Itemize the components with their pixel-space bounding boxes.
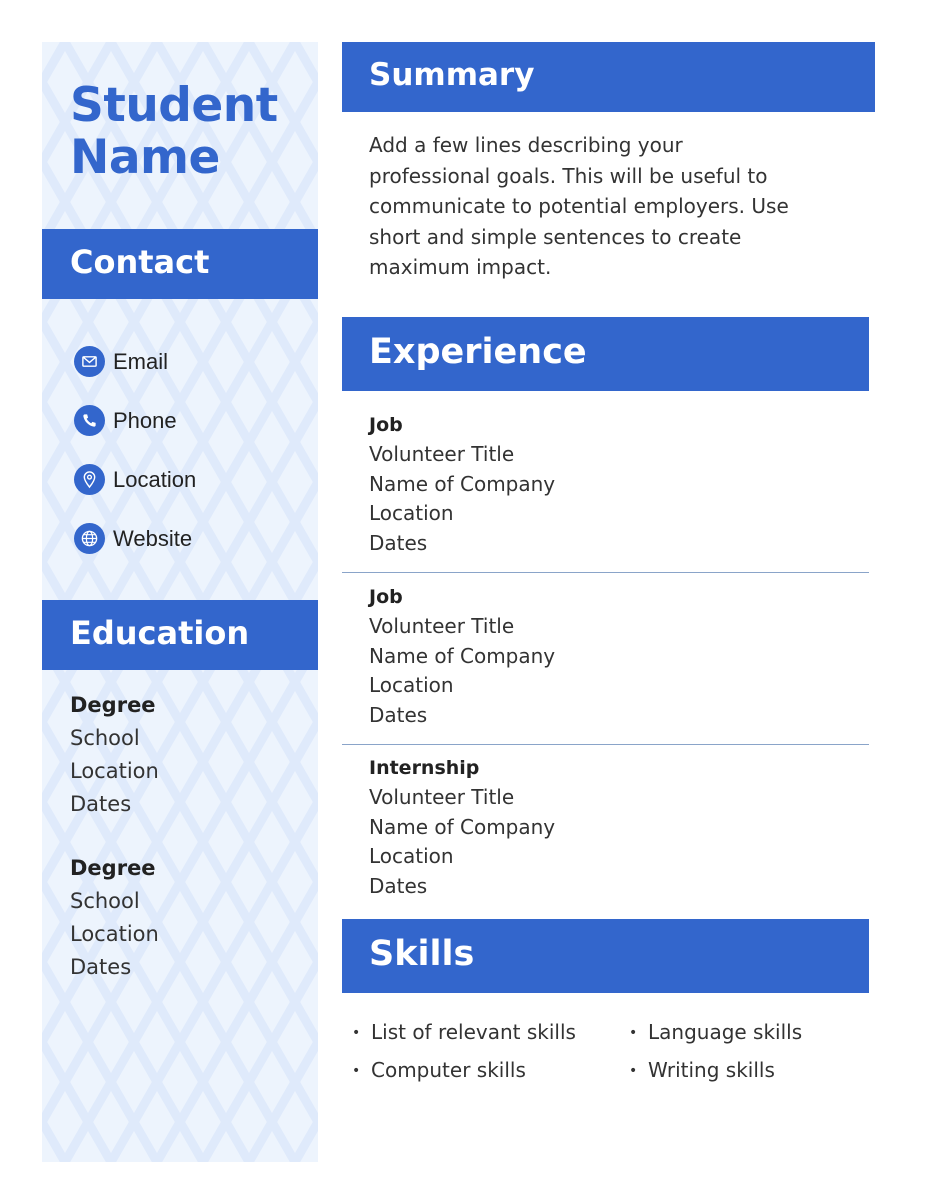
experience-entry bbox=[369, 753, 849, 901]
skills-column-1 bbox=[352, 1014, 576, 1090]
contact-list bbox=[74, 332, 196, 568]
skill-label: Writing skills bbox=[648, 1058, 775, 1082]
location-pin-icon bbox=[74, 464, 105, 495]
education-heading: Education bbox=[42, 600, 318, 670]
divider bbox=[342, 572, 869, 573]
education-dates: Dates bbox=[70, 955, 132, 979]
envelope-icon bbox=[74, 346, 105, 377]
experience-title: Volunteer Title bbox=[369, 442, 515, 466]
experience-location: Location bbox=[369, 673, 454, 697]
skills-column-2 bbox=[629, 1014, 802, 1090]
experience-company: Name of Company bbox=[369, 643, 556, 668]
skill-item bbox=[629, 1014, 802, 1052]
experience-location: Location bbox=[369, 844, 454, 868]
experience-dates: Dates bbox=[369, 702, 428, 727]
education-location: Location bbox=[70, 922, 159, 946]
skills-heading: Skills bbox=[342, 919, 869, 993]
summary-line: professional goals. This will be useful to bbox=[369, 163, 768, 188]
experience-company: Name of Company bbox=[369, 471, 556, 496]
contact-heading: Contact bbox=[42, 229, 318, 299]
skill-item bbox=[352, 1052, 576, 1090]
experience-location: Location bbox=[369, 501, 454, 525]
divider bbox=[342, 744, 869, 745]
education-school: School bbox=[70, 889, 140, 913]
skill-label: Computer skills bbox=[371, 1058, 526, 1082]
phone-icon bbox=[74, 405, 105, 436]
bullet-icon: • bbox=[352, 1063, 361, 1079]
experience-type: Job bbox=[369, 414, 403, 436]
experience-entry bbox=[369, 582, 849, 730]
name-line-2: Name bbox=[70, 130, 220, 185]
experience-title: Volunteer Title bbox=[369, 614, 515, 638]
contact-location-label: Location bbox=[113, 466, 197, 492]
skill-label: List of relevant skills bbox=[371, 1020, 576, 1044]
student-name bbox=[70, 80, 310, 184]
experience-type: Job bbox=[369, 586, 403, 608]
experience-heading: Experience bbox=[342, 317, 869, 391]
summary-line: communicate to potential employers. Use bbox=[369, 194, 789, 218]
contact-website-label: Website bbox=[113, 525, 193, 551]
experience-title: Volunteer Title bbox=[369, 785, 515, 809]
summary-line: Add a few lines describing your bbox=[369, 133, 683, 157]
summary-text bbox=[369, 130, 849, 283]
skill-label: Language skills bbox=[648, 1020, 803, 1044]
skill-item bbox=[352, 1014, 576, 1052]
education-degree: Degree bbox=[70, 856, 156, 880]
bullet-icon: • bbox=[629, 1025, 638, 1041]
summary-heading: Summary bbox=[342, 42, 875, 112]
education-location: Location bbox=[70, 759, 159, 783]
experience-company: Name of Company bbox=[369, 814, 556, 839]
bullet-icon: • bbox=[629, 1063, 638, 1079]
contact-item-phone[interactable] bbox=[74, 391, 196, 450]
contact-item-website[interactable] bbox=[74, 509, 196, 568]
skill-item bbox=[629, 1052, 802, 1090]
summary-line: short and simple sentences to create bbox=[369, 224, 742, 249]
experience-entry bbox=[369, 410, 849, 558]
contact-email-label: Email bbox=[113, 348, 169, 374]
contact-item-email[interactable] bbox=[74, 332, 196, 391]
sidebar bbox=[42, 42, 318, 1162]
education-dates: Dates bbox=[70, 792, 132, 816]
education-school: School bbox=[70, 726, 140, 750]
experience-dates: Dates bbox=[369, 530, 428, 555]
education-degree: Degree bbox=[70, 693, 156, 717]
summary-line: maximum impact. bbox=[369, 255, 552, 279]
contact-item-location[interactable] bbox=[74, 450, 196, 509]
globe-icon bbox=[74, 523, 105, 554]
education-entry bbox=[70, 852, 310, 984]
experience-type: Internship bbox=[369, 757, 480, 779]
education-entry bbox=[70, 689, 310, 821]
bullet-icon: • bbox=[352, 1025, 361, 1041]
contact-phone-label: Phone bbox=[113, 407, 177, 433]
name-line-1: Student bbox=[70, 78, 278, 133]
experience-dates: Dates bbox=[369, 873, 428, 898]
